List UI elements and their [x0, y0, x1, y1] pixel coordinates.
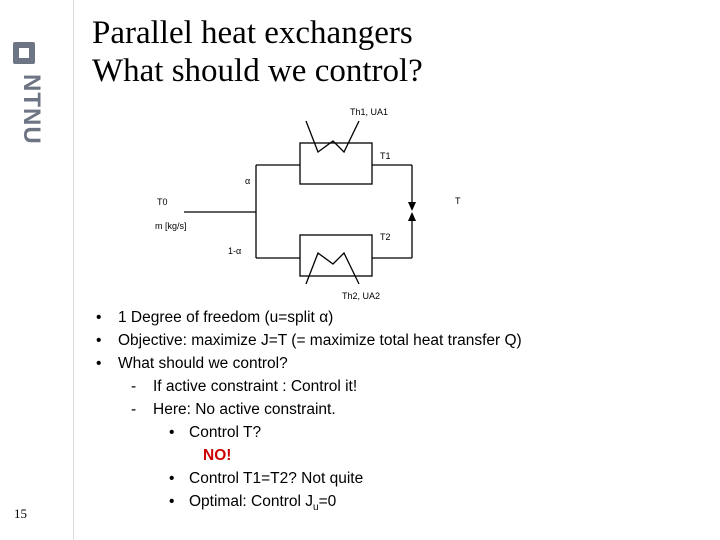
bullet-dof-text: 1 Degree of freedom (u=split [118, 309, 320, 326]
top-heat-exchanger [300, 143, 372, 184]
title-line-1: Parallel heat exchangers [92, 15, 413, 51]
bullet-marker: • [169, 470, 175, 487]
mix-arrow-down [408, 202, 416, 211]
sub-bullet-control-t-text: Control T? [189, 424, 262, 441]
page-number: 15 [14, 506, 27, 521]
bullet-list [96, 306, 706, 519]
sub-bullet-control-t [96, 421, 706, 444]
bottom-hot-coil [306, 253, 359, 284]
bullet-question-text: What should we control? [118, 355, 288, 372]
bullet-dof [96, 306, 706, 329]
title-line-2: What should we control? [92, 53, 423, 89]
bullet-objective-text: Objective: maximize J=T (= maximize total heat transfer Q) [118, 332, 522, 349]
inlet-label: T0 [157, 197, 168, 207]
split-bottom-label: 1-α [228, 246, 242, 256]
bullet-dof-close: ) [328, 309, 334, 326]
bullet-marker: • [169, 493, 175, 510]
bullet-question [96, 352, 706, 375]
mix-arrow-up [408, 212, 416, 221]
dash-marker: - [131, 401, 137, 418]
top-hot-coil [306, 121, 359, 152]
split-top-label: α [245, 176, 251, 186]
bottom-outlet-label: T2 [380, 232, 391, 242]
ntnu-logo-text: NTNU [18, 74, 45, 145]
bullet-marker: • [96, 355, 102, 372]
dash-no-constraint-text: Here: No active constraint. [153, 401, 336, 418]
no-answer: NO! [203, 447, 232, 464]
subscript-u: u [313, 502, 319, 514]
dash-active-constraint [96, 375, 706, 398]
bullet-objective [96, 329, 706, 352]
sub-bullet-control-t1-t2 [96, 467, 706, 490]
dash-active-constraint-text: If active constraint : Control it! [153, 378, 358, 395]
outlet-label: T [455, 196, 461, 206]
bottom-exchanger-label: Th2, UA2 [342, 291, 381, 301]
sub-bullet-optimal-tail: =0 [318, 493, 337, 510]
sub-bullet-control-t1-t2-text: Control T1=T2? Not quite [189, 470, 364, 487]
flow-label: m [kg/s] [155, 221, 187, 231]
sub-bullet-optimal-text: Optimal: Control J [189, 493, 314, 510]
bullet-marker: • [96, 332, 102, 349]
bullet-marker: • [169, 424, 175, 441]
dash-no-constraint [96, 398, 706, 421]
alpha-symbol: α [319, 309, 329, 326]
top-outlet-label: T1 [380, 151, 391, 161]
dash-marker: - [131, 378, 137, 395]
sub-bullet-optimal [96, 490, 706, 519]
top-exchanger-label: Th1, UA1 [350, 107, 389, 117]
bullet-marker: • [96, 309, 102, 326]
